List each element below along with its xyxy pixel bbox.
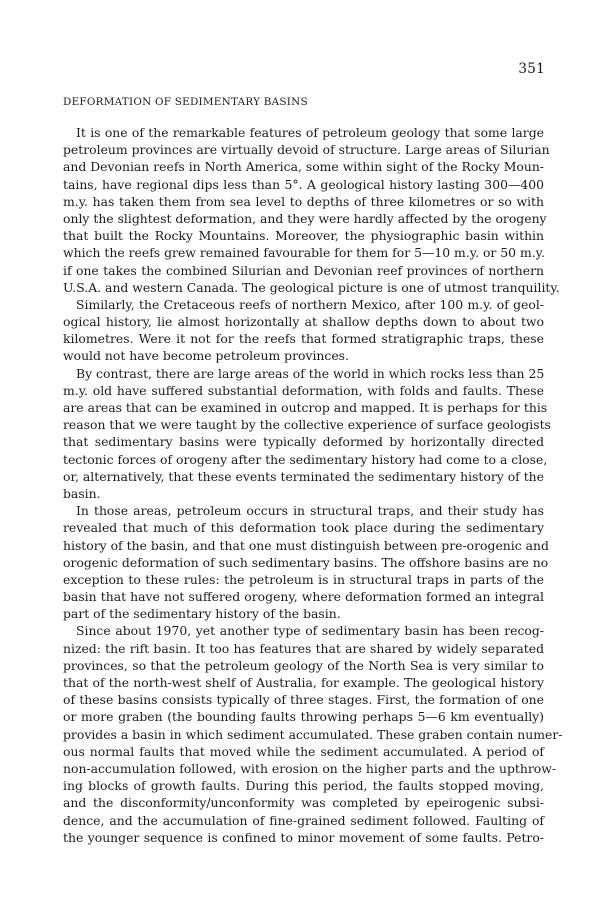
text-line: ing blocks of growth faults. During this period, the faults stopped moving, bbox=[63, 778, 544, 794]
text-line: orogenic deformation of such sedimentary basins. The offshore basins are no bbox=[63, 554, 549, 570]
text-line: nized: the rift basin. It too has features that are shared by widely separated bbox=[63, 640, 544, 656]
body-text bbox=[63, 124, 563, 846]
text-line: kilometres. Were it not for the reefs that formed stratigraphic traps, these bbox=[63, 331, 544, 347]
running-head: DEFORMATION OF SEDIMENTARY BASINS bbox=[63, 96, 308, 108]
text-line: provides a basin in which sediment accumulated. These graben contain numer- bbox=[63, 726, 563, 742]
paragraph bbox=[63, 296, 544, 365]
text-line: non-accumulation followed, with erosion on the higher parts and the upthrow- bbox=[63, 760, 557, 776]
text-line: or more graben (the bounding faults throwing perhaps 5—6 km eventually) bbox=[63, 709, 544, 725]
text-line: exception to these rules: the petroleum is in structural traps in parts of the bbox=[63, 571, 544, 587]
text-line: U.S.A. and western Canada. The geological picture is one of utmost tranquility. bbox=[63, 279, 560, 295]
text-line: and the disconformity/unconformity was completed by epeirogenic subsi- bbox=[63, 795, 544, 811]
text-line: By contrast, there are large areas of the world in which rocks less than 25 bbox=[76, 365, 545, 381]
text-line: that built the Rocky Mountains. Moreover, the physiographic basin within bbox=[63, 228, 544, 244]
text-line: basin. bbox=[63, 485, 101, 501]
text-line: dence, and the accumulation of fine-grained sediment followed. Faulting of bbox=[63, 812, 544, 828]
text-line: reason that we were taught by the collective experience of surface geologists bbox=[63, 417, 551, 433]
text-line: and Devonian reefs in North America, some within sight of the Rocky Moun- bbox=[63, 159, 544, 175]
text-line: tains, have regional dips less than 5°. A geological history lasting 300—400 bbox=[63, 176, 544, 192]
text-line: provinces, so that the petroleum geology of the North Sea is very similar to bbox=[63, 657, 544, 673]
text-line: the younger sequence is confined to minor movement of some faults. Petro- bbox=[63, 829, 544, 845]
text-line: only the slightest deformation, and they were hardly affected by the orogeny bbox=[63, 210, 547, 226]
text-line: Similarly, the Cretaceous reefs of northern Mexico, after 100 m.y. of geol- bbox=[76, 296, 544, 312]
text-line: In those areas, petroleum occurs in structural traps, and their study has bbox=[76, 503, 544, 519]
paragraph bbox=[63, 365, 551, 503]
text-line: or, alternatively, that these events terminated the sedimentary history of the bbox=[63, 468, 544, 484]
text-line: which the reefs grew remained favourable for them for 5—10 m.y. or 50 m.y. bbox=[63, 245, 545, 261]
text-line: m.y. has taken them from sea level to depths of three kilometres or so with bbox=[63, 193, 544, 209]
text-line: ogical history, lie almost horizontally at shallow depths down to about two bbox=[63, 314, 544, 330]
paragraph bbox=[63, 502, 549, 622]
text-line: history of the basin, and that one must distinguish between pre-orogenic and bbox=[63, 537, 549, 553]
text-line: if one takes the combined Silurian and Devonian reef provinces of northern bbox=[63, 262, 544, 278]
text-line: part of the sedimentary history of the basin. bbox=[63, 606, 341, 622]
paragraph bbox=[63, 622, 563, 845]
text-line: revealed that much of this deformation took place during the sedimentary bbox=[63, 520, 544, 536]
text-line: that of the north-west shelf of Australia, for example. The geological history bbox=[63, 675, 544, 690]
text-line: would not have become petroleum provinces. bbox=[63, 348, 349, 364]
text-line: petroleum provinces are virtually devoid of structure. Large areas of Silurian bbox=[63, 142, 550, 158]
text-line: m.y. old have suffered substantial deformation, with folds and faults. These bbox=[63, 382, 544, 398]
text-line: of these basins consists typically of three stages. First, the formation of one bbox=[63, 692, 544, 708]
text-line: It is one of the remarkable features of petroleum geology that some large bbox=[76, 125, 544, 140]
text-line: tectonic forces of orogeny after the sedimentary history had come to a close, bbox=[63, 451, 548, 467]
page-number: 351 bbox=[518, 61, 545, 77]
text-line: Since about 1970, yet another type of sedimentary basin has been recog- bbox=[76, 623, 544, 639]
text-line: ous normal faults that moved while the sediment accumulated. A period of bbox=[63, 743, 544, 759]
text-line: basin that have not suffered orogeny, where deformation formed an integral bbox=[63, 589, 544, 605]
text-line: are areas that can be examined in outcrop and mapped. It is perhaps for this bbox=[63, 400, 548, 415]
text-line: that sedimentary basins were typically deformed by horizontally directed bbox=[63, 434, 544, 450]
paragraph bbox=[63, 124, 560, 296]
